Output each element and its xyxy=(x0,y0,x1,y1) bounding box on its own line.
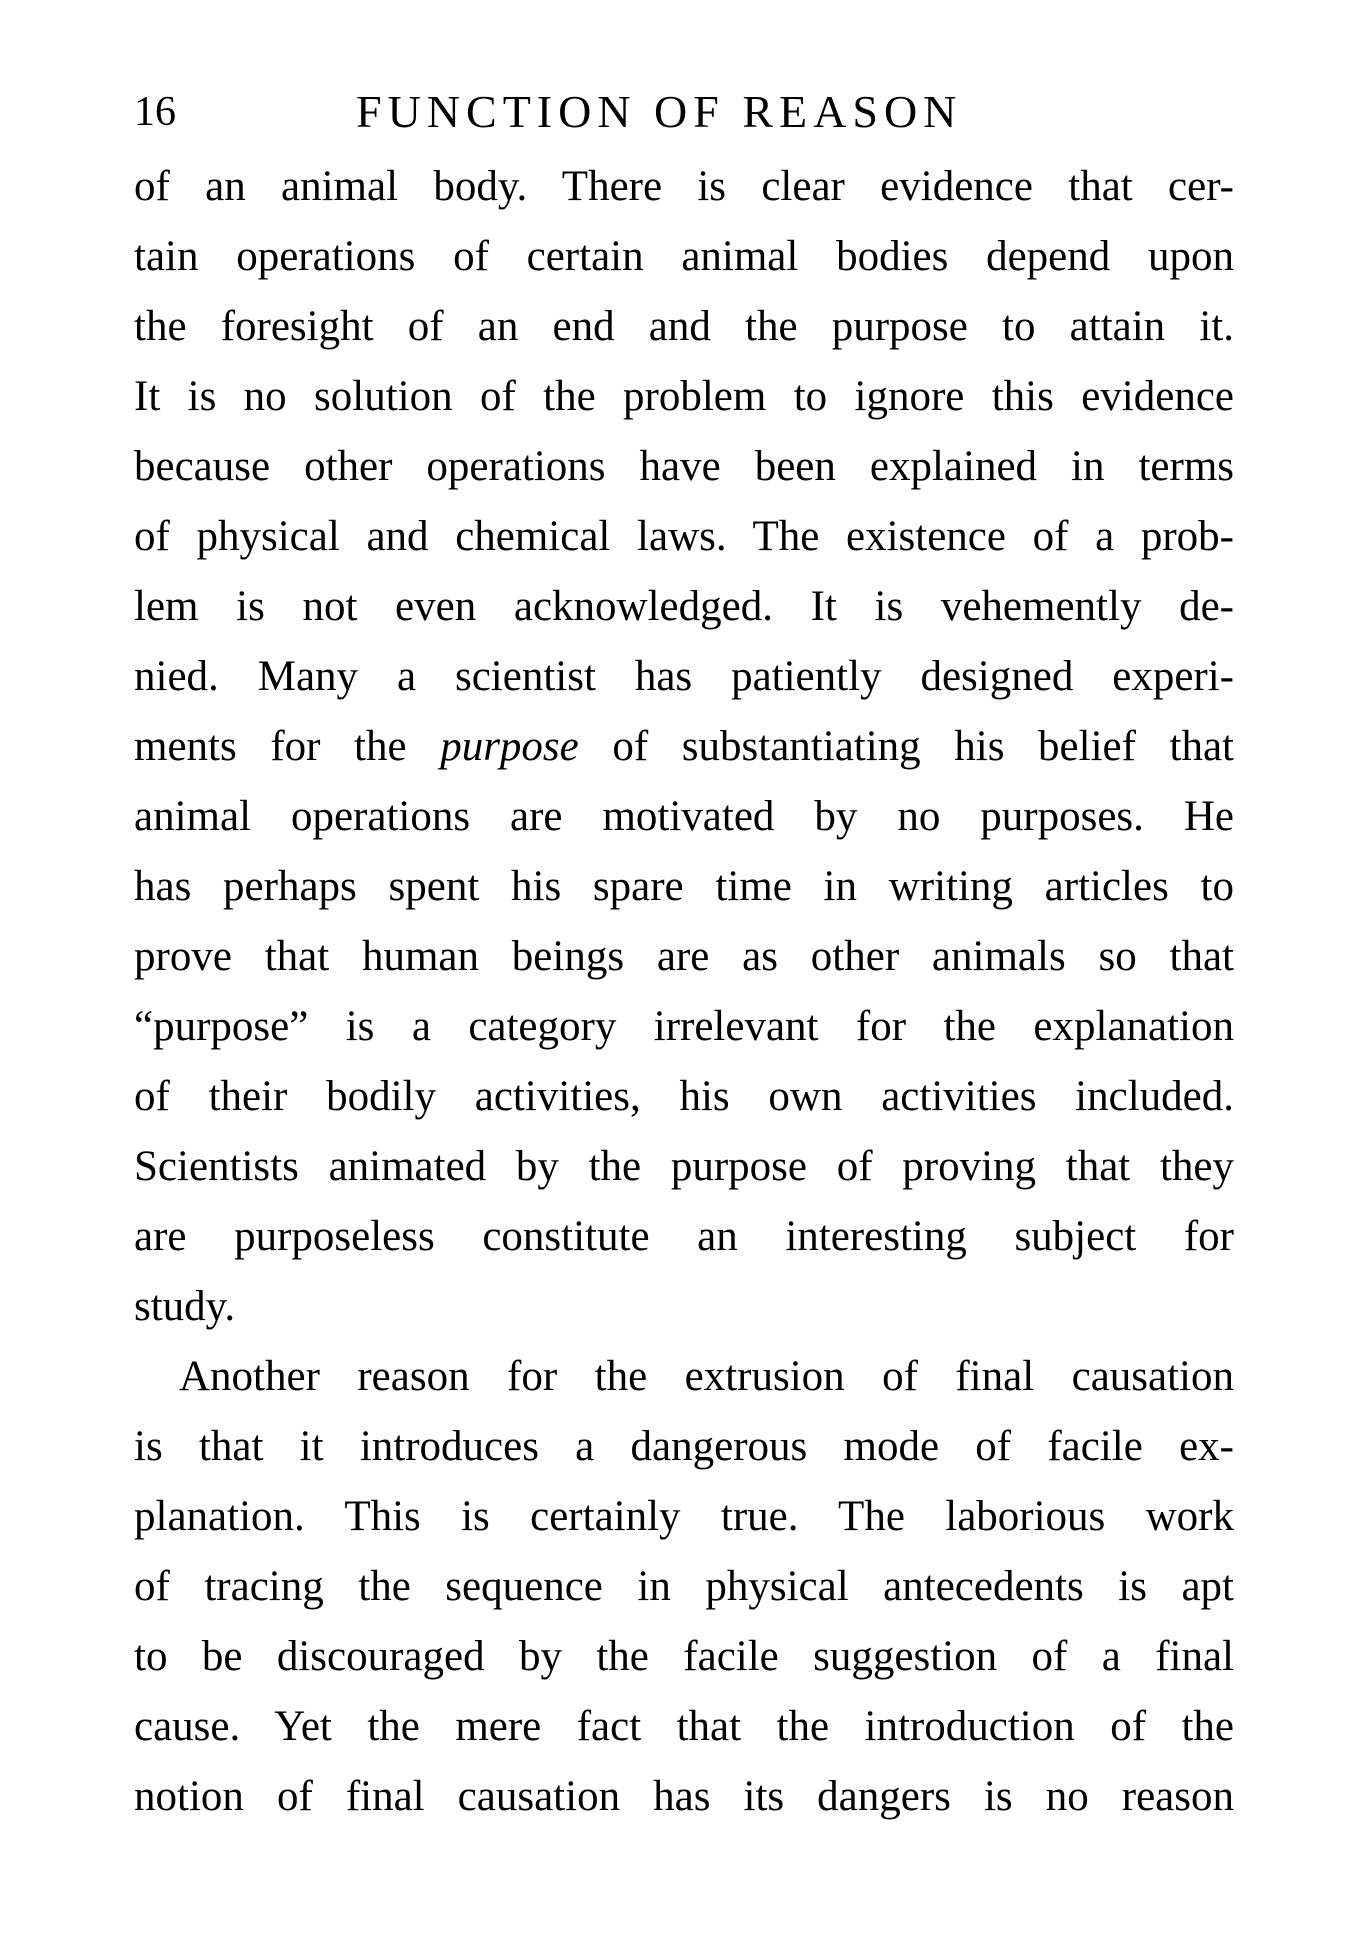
page-number: 16 xyxy=(134,89,176,135)
text-line: of an animal body. There is clear evidence that cer- xyxy=(134,163,1234,210)
text-line: is that it introduces a dangerous mode of facile ex- xyxy=(134,1423,1234,1470)
text-line: “purpose” is a category irrelevant for the explanation xyxy=(134,1003,1234,1050)
text-line: Scientists animated by the purpose of proving that they xyxy=(134,1143,1234,1190)
text-line: planation. This is certainly true. The laborious work xyxy=(134,1493,1234,1540)
text-line: are purposeless constitute an interesting subject for xyxy=(134,1213,1234,1260)
text-line: of physical and chemical laws. The existence of a prob- xyxy=(134,513,1234,560)
text-line: because other operations have been explained in terms xyxy=(134,443,1234,490)
body-text xyxy=(134,152,1234,1832)
text-line: It is no solution of the problem to ignore this evidence xyxy=(134,373,1234,420)
text-line: of their bodily activities, his own activities included. xyxy=(134,1073,1234,1120)
text-line: animal operations are motivated by no purposes. He xyxy=(134,793,1234,840)
italic-word: purpose xyxy=(440,723,579,770)
running-head: FUNCTION OF REASON xyxy=(356,86,963,137)
text-line: to be discouraged by the facile suggestion of a final xyxy=(134,1633,1234,1680)
text-line: notion of final causation has its dangers is no reason xyxy=(134,1773,1234,1820)
text-line: has perhaps spent his spare time in writing articles to xyxy=(134,863,1234,910)
text-line: nied. Many a scientist has patiently designed experi- xyxy=(134,653,1234,700)
paragraph-1 xyxy=(134,152,1234,1342)
text-line: prove that human beings are as other animals so that xyxy=(134,933,1234,980)
page-header xyxy=(134,82,1234,142)
text-line: the foresight of an end and the purpose to attain it. xyxy=(134,303,1234,350)
text-line: Another reason for the extrusion of final causation xyxy=(179,1353,1234,1400)
text-line: lem is not even acknowledged. It is vehemently de- xyxy=(134,583,1234,630)
text-segment: of substantiating his belief that xyxy=(612,723,1235,770)
text-line: of tracing the sequence in physical antecedents is apt xyxy=(134,1563,1234,1610)
text-line: tain operations of certain animal bodies depend upon xyxy=(134,233,1234,280)
text-line-with-italic xyxy=(134,712,1234,782)
text-line: cause. Yet the mere fact that the introduction of the xyxy=(134,1703,1234,1750)
paragraph-2 xyxy=(134,1342,1234,1832)
text-line: study. xyxy=(134,1283,236,1330)
text-segment: ments for the xyxy=(134,723,407,770)
